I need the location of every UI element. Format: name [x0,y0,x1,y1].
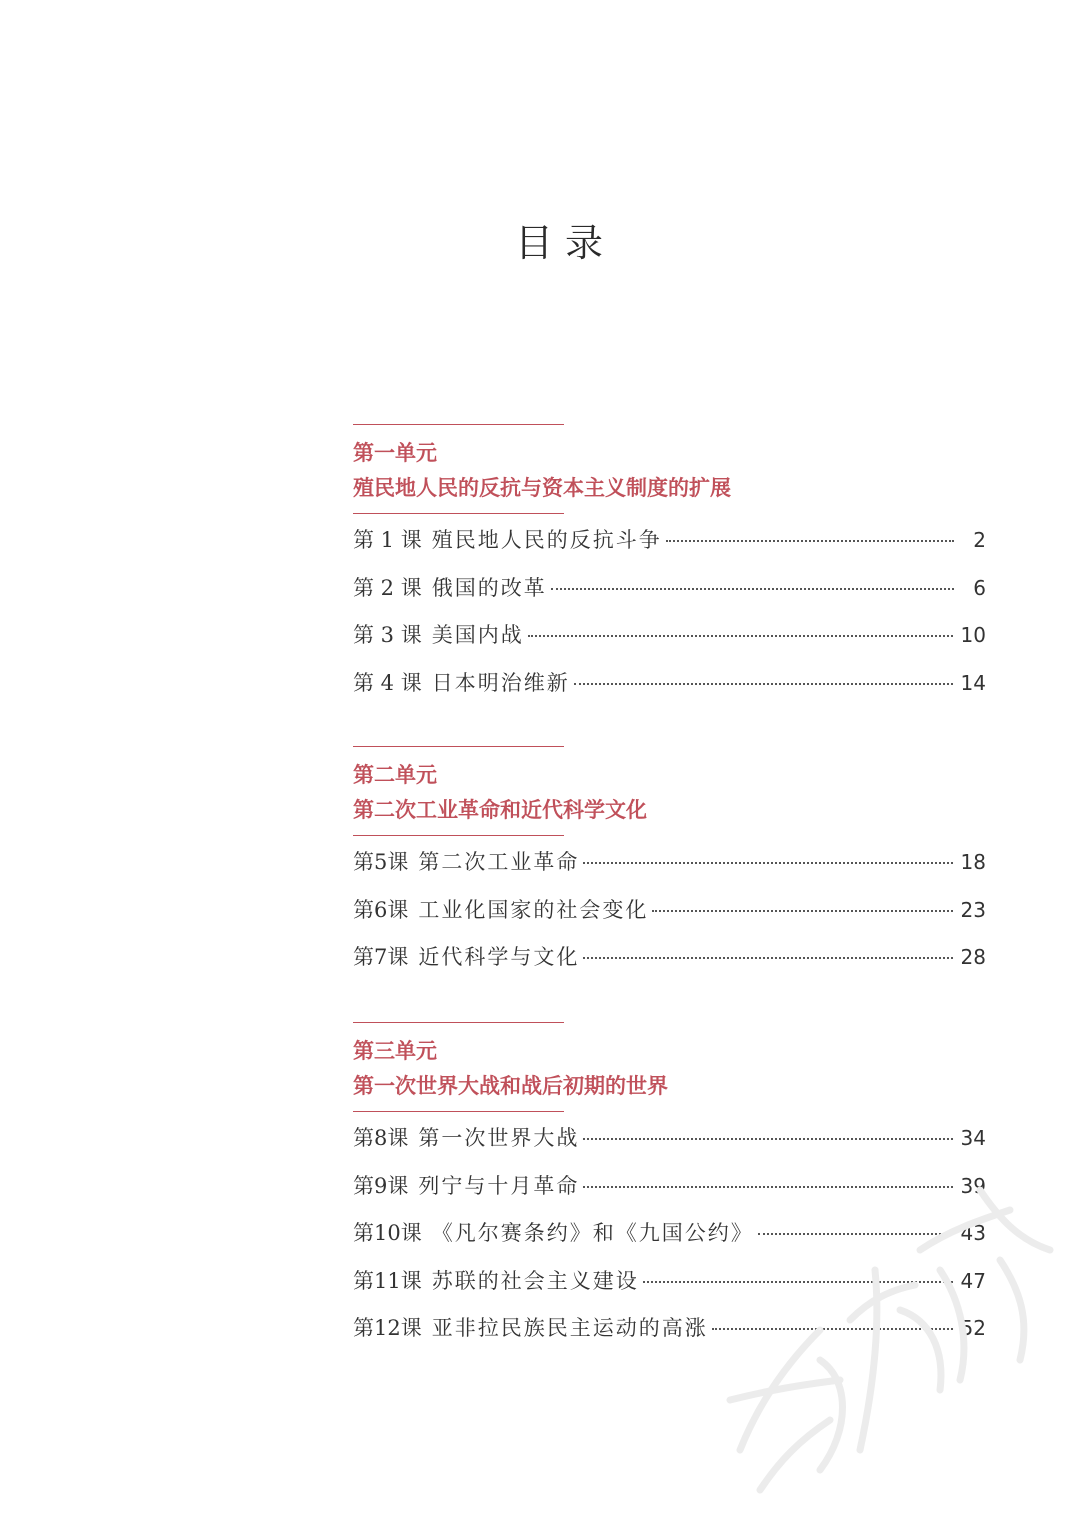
lesson-list [353,836,986,989]
lesson-title: 殖民地人民的反抗斗争 [431,528,662,552]
dot-leader [666,540,954,542]
lesson-title: 日本明治维新 [431,670,570,695]
lesson-number: 第 3 课 [353,623,422,647]
lesson-title: 近代科学与文化 [418,945,580,969]
lesson-title: 亚非拉民族民主运动的高涨 [431,1316,708,1340]
lesson-number: 第 2 课 [353,575,422,600]
toc-entry-lesson-4[interactable] [353,667,986,715]
lesson-number: 第10课 [353,1221,422,1245]
dot-leader [574,683,953,685]
unit-heading [353,747,986,835]
lesson-number: 第7课 [353,945,409,969]
lesson-number: 第5课 [353,850,409,874]
dot-leader [528,635,953,637]
page-number: 28 [960,945,986,969]
page-number: 14 [960,670,986,695]
unit-title: 第二次工业革命和近代科学文化 [353,797,647,822]
toc-entry-lesson-5[interactable] [353,846,986,894]
lesson-title: 苏联的社会主义建设 [431,1268,639,1293]
dot-leader [583,1138,952,1140]
unit-heading [353,1023,986,1111]
unit-1 [353,424,986,714]
page-number: 6 [973,575,986,600]
lesson-number: 第 1 课 [353,528,422,552]
lesson-title: 第二次工业革命 [418,850,580,874]
unit-label: 第一单元 [353,440,437,465]
lesson-title: 《凡尔赛条约》和《九国公约》 [431,1221,754,1245]
page-number: 43 [960,1221,986,1245]
lesson-number: 第6课 [353,897,409,922]
unit-2 [353,746,986,989]
dot-leader [583,862,952,864]
unit-heading [353,425,986,513]
lesson-number: 第8课 [353,1126,409,1150]
dot-leader [583,957,952,959]
page-number: 10 [960,623,986,647]
lesson-title: 第一次世界大战 [418,1126,580,1150]
lesson-title: 俄国的改革 [431,575,547,600]
page-number: 2 [973,528,986,552]
toc-entry-lesson-6[interactable] [353,894,986,942]
page-number: 39 [960,1173,986,1198]
toc-entry-lesson-1[interactable] [353,524,986,572]
dot-leader [652,910,952,912]
unit-title: 第一次世界大战和战后初期的世界 [353,1073,668,1098]
unit-label: 第三单元 [353,1038,437,1063]
page-number: 23 [960,897,986,922]
lesson-title: 列宁与十月革命 [418,1173,580,1198]
toc-entry-lesson-3[interactable] [353,619,986,667]
page-number: 34 [960,1126,986,1150]
page-number: 52 [960,1316,986,1340]
lesson-number: 第9课 [353,1173,409,1198]
toc-entry-lesson-7[interactable] [353,941,986,989]
lesson-title: 工业化国家的社会变化 [418,897,649,922]
lesson-number: 第12课 [353,1316,422,1340]
page-title: 目录 [514,221,615,265]
page-number: 18 [960,850,986,874]
lesson-number: 第11课 [353,1268,422,1293]
unit-label: 第二单元 [353,762,437,787]
lesson-title: 美国内战 [431,623,524,647]
publisher-watermark-icon [700,1150,1080,1510]
lesson-list [353,514,986,714]
lesson-number: 第 4 课 [353,670,422,695]
unit-title: 殖民地人民的反抗与资本主义制度的扩展 [353,475,731,500]
toc-entry-lesson-2[interactable] [353,572,986,620]
page-number: 47 [960,1268,986,1293]
dot-leader [551,588,954,590]
